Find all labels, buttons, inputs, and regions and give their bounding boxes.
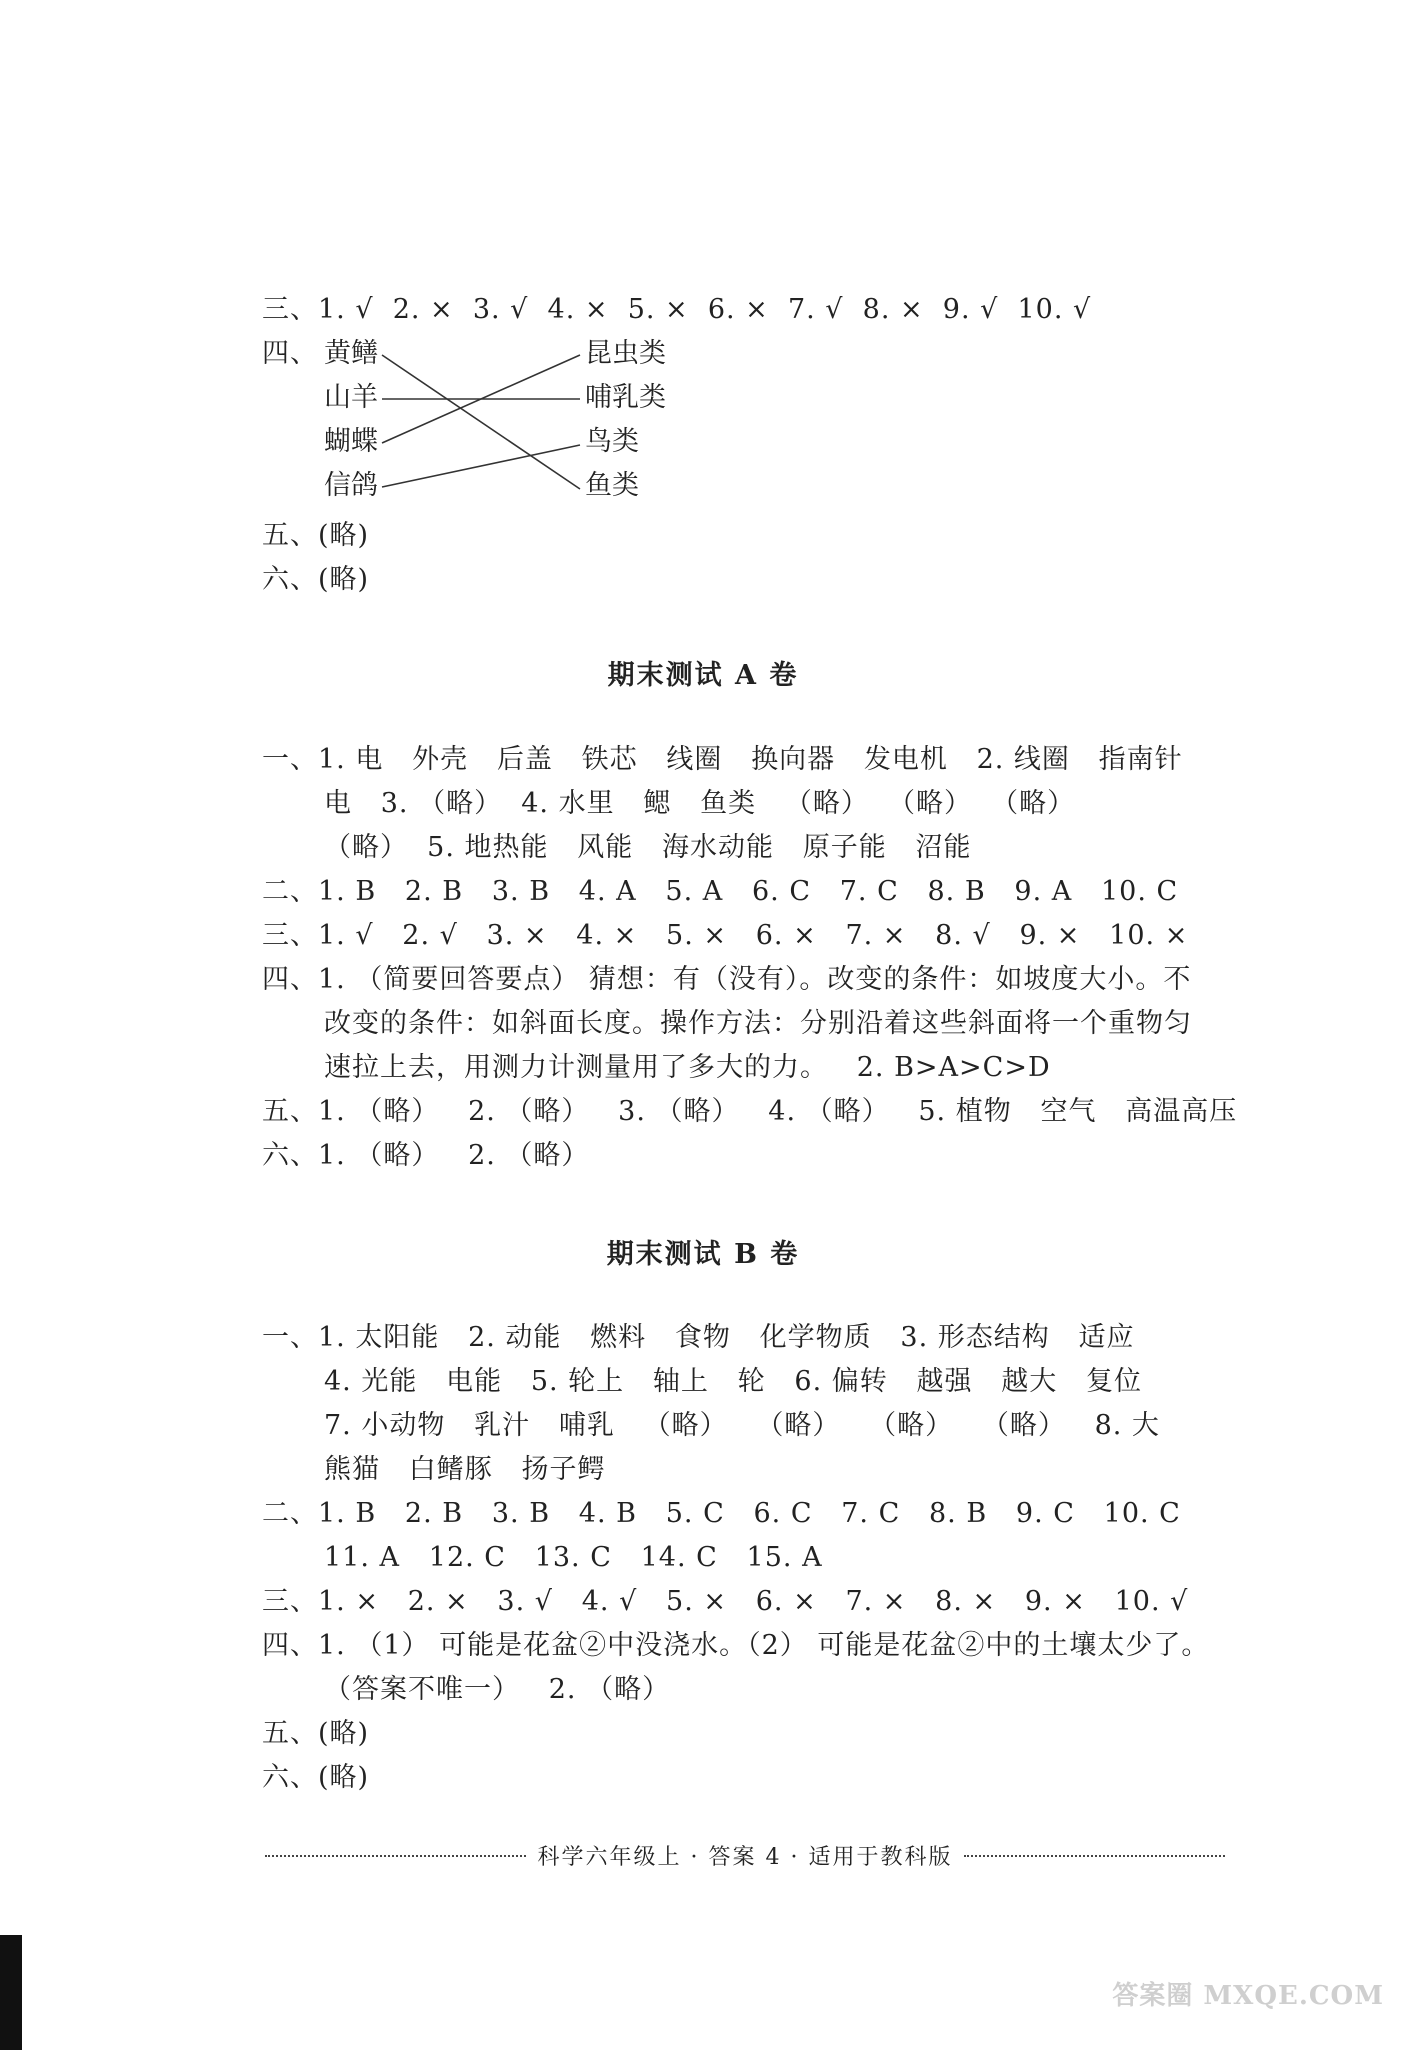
exam-a-line-1: 电 3. （略） 4. 水里 鳃 鱼类 （略） （略） （略） [324, 788, 1076, 819]
exam-b-line-4: 二、1. B 2. B 3. B 4. B 5. C 6. C 7. C 8. B 9. C 10. C [262, 1498, 1181, 1529]
watermark-logo: 答案圈 MXQE.COM [1112, 1981, 1384, 2011]
exam-a-line-9: 六、1. （略） 2. （略） [262, 1140, 590, 1171]
exam-b-line-1: 4. 光能 电能 5. 轮上 轴上 轮 6. 偏转 越强 越大 复位 [324, 1366, 1143, 1397]
binding-edge-mark [0, 1935, 22, 2050]
footer-rule-right [964, 1855, 1225, 1857]
prev-liu-line: 六、(略) [262, 564, 370, 595]
match-left-3: 信鸽 [324, 470, 378, 501]
exam-b-line-2: 7. 小动物 乳汁 哺乳 （略） （略） （略） （略） 8. 大 [324, 1410, 1160, 1441]
match-line-4 [382, 445, 580, 487]
match-right-0: 昆虫类 [585, 338, 666, 369]
footer-rule-left [265, 1855, 526, 1857]
page-footer [265, 1840, 1225, 1871]
prev-wu-line: 五、(略) [262, 520, 370, 551]
exam-b-line-9: 五、(略) [262, 1718, 370, 1749]
footer-text: 科学六年级上 · 答案 4 · 适用于教科版 [537, 1845, 953, 1870]
prev-san-line: 三、1. √ 2. × 3. √ 4. × 5. × 6. × 7. √ 8. × 9. √ 10. √ [262, 294, 1092, 325]
exam-b-line-0: 一、1. 太阳能 2. 动能 燃料 食物 化学物质 3. 形态结构 适应 [262, 1322, 1135, 1353]
exam-a-line-2: （略） 5. 地热能 风能 海水动能 原子能 沼能 [324, 832, 972, 863]
exam-a-line-6: 改变的条件：如斜面长度。操作方法：分别沿着这些斜面将一个重物匀 [324, 1008, 1192, 1039]
match-right-2: 鸟类 [585, 426, 639, 457]
match-right-1: 哺乳类 [585, 382, 666, 413]
exam-b-line-5: 11. A 12. C 13. C 14. C 15. A [324, 1542, 823, 1573]
exam-b-title: 期末测试 B 卷 [606, 1239, 800, 1270]
matching-lines [0, 0, 1406, 600]
exam-a-line-5: 四、1. （简要回答要点） 猜想：有（没有）。改变的条件：如坡度大小。不 [262, 964, 1192, 995]
exam-a-line-3: 二、1. B 2. B 3. B 4. A 5. A 6. C 7. C 8. B 9. A 10. C [262, 876, 1179, 907]
exam-a-line-8: 五、1. （略） 2. （略） 3. （略） 4. （略） 5. 植物 空气 高温高压 [262, 1096, 1238, 1127]
match-right-3: 鱼类 [585, 470, 639, 501]
match-left-1: 山羊 [324, 382, 378, 413]
match-left-0: 黄鳝 [324, 338, 378, 369]
match-left-2: 蝴蝶 [324, 426, 378, 457]
exam-a-line-7: 速拉上去，用测力计测量用了多大的力。 2. B>A>C>D [324, 1052, 1051, 1083]
exam-b-line-3: 熊猫 白鳍豚 扬子鳄 [324, 1454, 606, 1485]
exam-b-line-10: 六、(略) [262, 1762, 370, 1793]
exam-b-line-7: 四、1. （1） 可能是花盆②中没浇水。（2） 可能是花盆②中的土壤太少了。 [262, 1630, 1210, 1661]
exam-b-line-8: （答案不唯一） 2. （略） [324, 1674, 671, 1705]
match-line-1 [382, 355, 580, 489]
exam-a-title: 期末测试 A 卷 [607, 660, 799, 691]
prev-si-prefix: 四、 [262, 338, 318, 369]
exam-a-line-4: 三、1. √ 2. √ 3. × 4. × 5. × 6. × 7. × 8. √ 9. × 10. × [262, 920, 1189, 951]
exam-b-line-6: 三、1. × 2. × 3. √ 4. √ 5. × 6. × 7. × 8. × 9. × 10. √ [262, 1586, 1189, 1617]
exam-a-line-0: 一、1. 电 外壳 后盖 铁芯 线圈 换向器 发电机 2. 线圈 指南针 [262, 744, 1183, 775]
